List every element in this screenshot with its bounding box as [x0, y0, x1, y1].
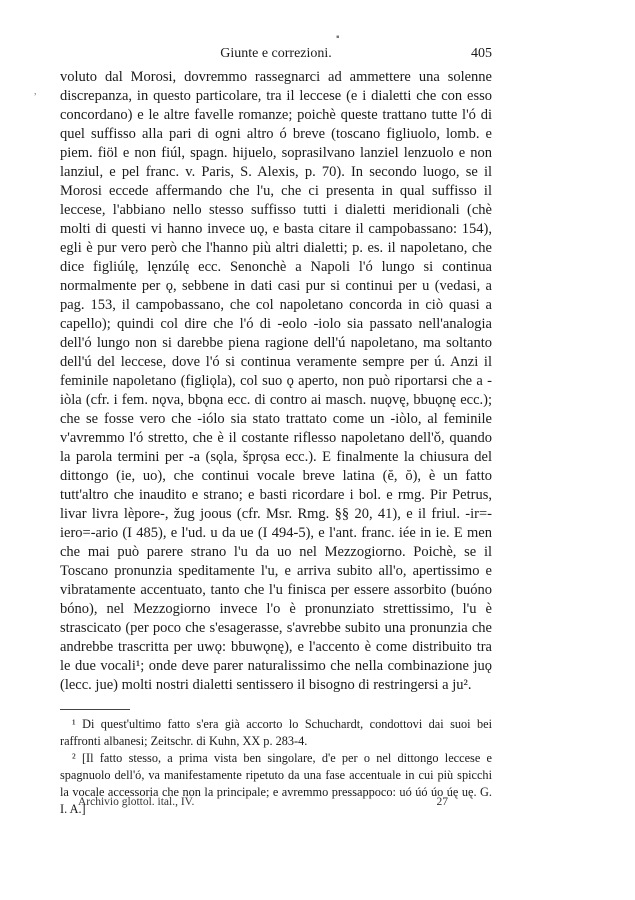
page-footer [78, 796, 448, 812]
sheet-number: 27 [436, 796, 448, 808]
page [60, 46, 492, 818]
body-text [60, 68, 492, 695]
running-header [60, 46, 492, 68]
footnote-divider [60, 709, 130, 710]
page-number: 405 [471, 46, 492, 61]
signature-mark: Archivio glottol. ital., IV. [78, 796, 195, 808]
margin-mark-left: , [34, 86, 37, 97]
running-title: Giunte e correzioni. [220, 46, 332, 61]
body-paragraph: voluto dal Morosi, dovremmo rassegnarci ad ammettere una solenne discrepanza, in questo particolare, tra il leccese (e i dialetti che con esso concordano) e le altre favelle romanze; poichè queste trattano tutte l'ó di quel suffisso alla pari di ogni altro ó breve (toscano figliuolo, lomb. e piem. fiöl e non fiúl, spagn. hijuelo, soprasilvano lanziel lenzuolo e non lanziul, e pel franc. v. Paris, S. Alexis, p. 70). In secondo luogo, se il Morosi eccede affermando che l'u, che ci presenta in qual suffisso il leccese, l'abbiano nello stesso suffisso tutti i dialetti meridionali (chè molti di questi vi hanno invece uǫ, e basta citare il campobassano: 154), egli è pur vero però che l'hanno più altri dialetti; p. es. il napoletano, che dice figliúlę, lęnzúlę ecc. Senonchè a Napoli l'ó lungo si continua normalmente per ǫ, sebbene in dati casi pur si continui per u (vedasi, a pag. 153, il campobassano, che col napoletano concorda in ciò quasi a capello); quindi col dire che l'ó di -eolo -iolo sia passato nell'analogia dell'ó lungo non si darebbe piena ragione dell'ú napoletano, ma soltanto dell'ú del leccese, dove l'ó si continua veramente sempre per ú. Anzi il feminile napoletano (figliǫla), col suo ǫ aperto, non può riportarsi che a -iòla (cfr. i fem. nǫva, bbǫna ecc. di contro ai masch. nuǫvę, bbuǫnę ecc.); che se fosse vero che -iólo sia stato trattato come un -iòlo, al feminile v'avremmo l'ó stretto, che è il costante riflesso napoletano dell'ǒ, quando la parola termini per -a (sǫla, šprǫsa ecc.). E finalmente la chiusura del dittongo (ie, uo), che continui vocale breve latina (ĕ, ŏ), è un fatto tutt'altro che inaudito e strano; e basti ricordare i bol. e rmg. Pir Petrus, livar livra lèpore-, žug joous (cfr. Msr. Rmg. §§ 20, 41), e il friul. -ir=-iero=-ario (I 485), e l'ud. u da ue (I 494-5), e l'ant. franc. iée in ie. E men che mai può parere strano l'u da uo nel Mezzogiorno. Poichè, se il Toscano pronunzia speditamente l'u, e arriva subito all'o, apertissimo e vibratamente accentuato, tanto che l'u finisca per essere assorbito (buóno bóno), nel Mezzogiorno invece l'o è pronunziato strettissimo, l'u è strascicato (per poco che s'esagerasse, s'avrebbe subito una pronunzia che andrebbe trascritta per uwǫ: bbuwǫnę), e l'accento è come distribuito tra le due vocali¹; onde deve parer naturalissimo che nella combinazione juǫ (lecc. jue) molti nostri dialetti sentissero il bisogno di restringersi a ju². [60, 69, 492, 693]
footnote-2: ² [Il fatto stesso, a prima vista ben singolare, d'e per o nel dittongo leccese e spagnuolo dell'ó, va manifestamente ripetuto da una fase accentuale in cui più spicchi la vocale accessoria che non la principale; e avremmo pressappoco: uó úó úo úę uę. G. I. A.] [60, 751, 492, 816]
margin-mark-top: ▪ [336, 32, 340, 43]
footnote-1: ¹ Di quest'ultimo fatto s'era già accorto lo Schuchardt, condottovi dai suoi bei raffronti albanesi; Zeitschr. di Kuhn, XX p. 283-4. [60, 717, 492, 748]
